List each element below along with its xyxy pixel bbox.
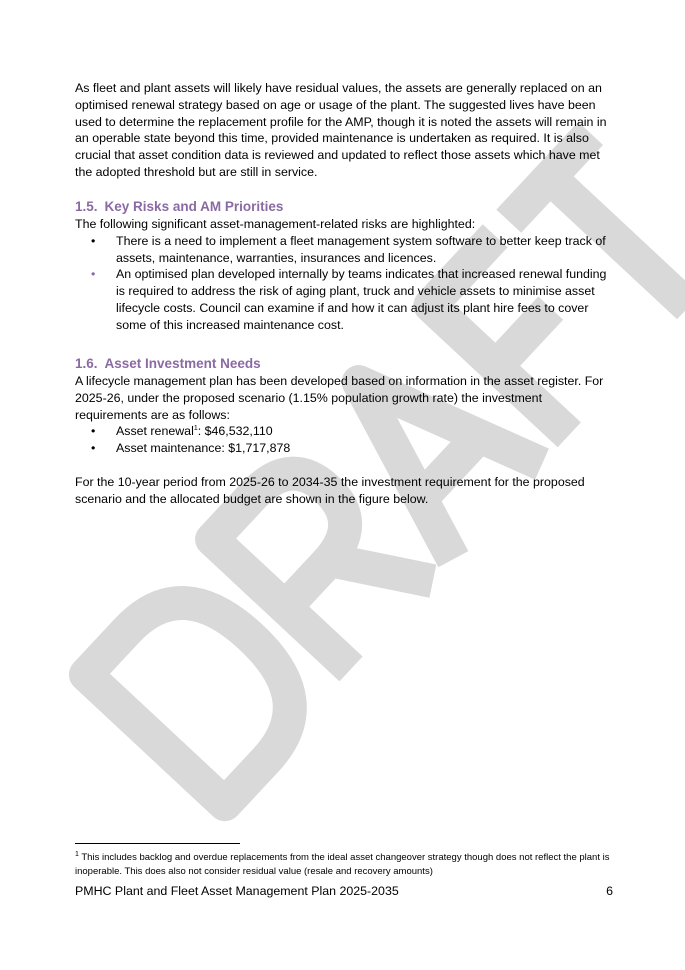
section-lead: A lifecycle management plan has been developed based on information in the asset register. For 2025-26, under the proposed scenario (1.15% population growth rate) the investment requirements are as follows: xyxy=(75,374,604,422)
list-item xyxy=(75,233,615,267)
section-key-risks xyxy=(75,198,615,334)
footnote-ref[interactable]: 1 xyxy=(193,425,198,433)
intro-paragraph: As fleet and plant assets will likely have residual values, the assets are generally replaced on an optimised renewal strategy based on age or usage of the plant. The suggested lives have been used to determine the replacement profile for the AMP, though it is noted the assets will remain in an operable state beyond this time, provided maintenance is undertaken as required. It is also crucial that asset condition data is reviewed and updated to reflect those assets which have met the adopted threshold but are still in service. xyxy=(75,81,607,179)
page-number: 6 xyxy=(606,884,613,898)
bullet-icon: • xyxy=(91,267,96,282)
list-item-text: There is a need to implement a fleet management system software to better keep track of assets, maintenance, warranties, insurances and licences. xyxy=(116,233,606,265)
footer-document-title: PMHC Plant and Fleet Asset Management Plan 2025-2035 xyxy=(75,884,399,898)
section-lead: The following significant asset-management-related risks are highlighted: xyxy=(75,217,476,231)
intro-block xyxy=(75,80,615,181)
investment-list xyxy=(75,423,615,457)
list-item-text: An optimised plan developed internally by teams indicates that increased renewal funding is required to address the risk of aging plant, truck and vehicle assets to minimise asset lifecycle costs. Council can examine if and how it can adjust its plant hire fees to cover some of this increased maintenance cost. xyxy=(116,267,607,332)
closing-paragraph: For the 10-year period from 2025-26 to 2034-35 the investment requirement for the proposed scenario and the allocated budget are shown in the figure below. xyxy=(75,474,585,506)
section-investment-needs xyxy=(75,355,615,508)
section-number: 1.6. xyxy=(75,356,98,371)
list-item xyxy=(75,266,615,333)
footnote-marker: 1 xyxy=(75,851,79,858)
renewal-value: : $46,532,110 xyxy=(197,424,273,439)
section-title: Key Risks and AM Priorities xyxy=(104,199,284,214)
bullet-icon: • xyxy=(91,233,96,248)
maintenance-text: Asset maintenance: $1,717,878 xyxy=(116,441,291,456)
footnote-divider xyxy=(75,843,240,844)
list-item xyxy=(75,440,615,457)
bullet-icon: • xyxy=(91,441,96,456)
footnote-text: This includes backlog and overdue replacements from the ideal asset changeover strategy though does not reflect the plant is inoperable. This does also not consider residual value (resale and recovery amounts) xyxy=(75,852,610,877)
section-heading-key-risks xyxy=(75,198,615,216)
section-number: 1.5. xyxy=(75,199,98,214)
page-footer xyxy=(75,883,613,899)
list-item xyxy=(75,423,615,440)
footnote xyxy=(75,851,615,879)
section-title: Asset Investment Needs xyxy=(104,356,261,371)
section-heading-investment xyxy=(75,355,615,373)
bullet-icon: • xyxy=(91,424,96,439)
renewal-label: Asset renewal xyxy=(116,424,194,439)
risk-list xyxy=(75,233,615,334)
